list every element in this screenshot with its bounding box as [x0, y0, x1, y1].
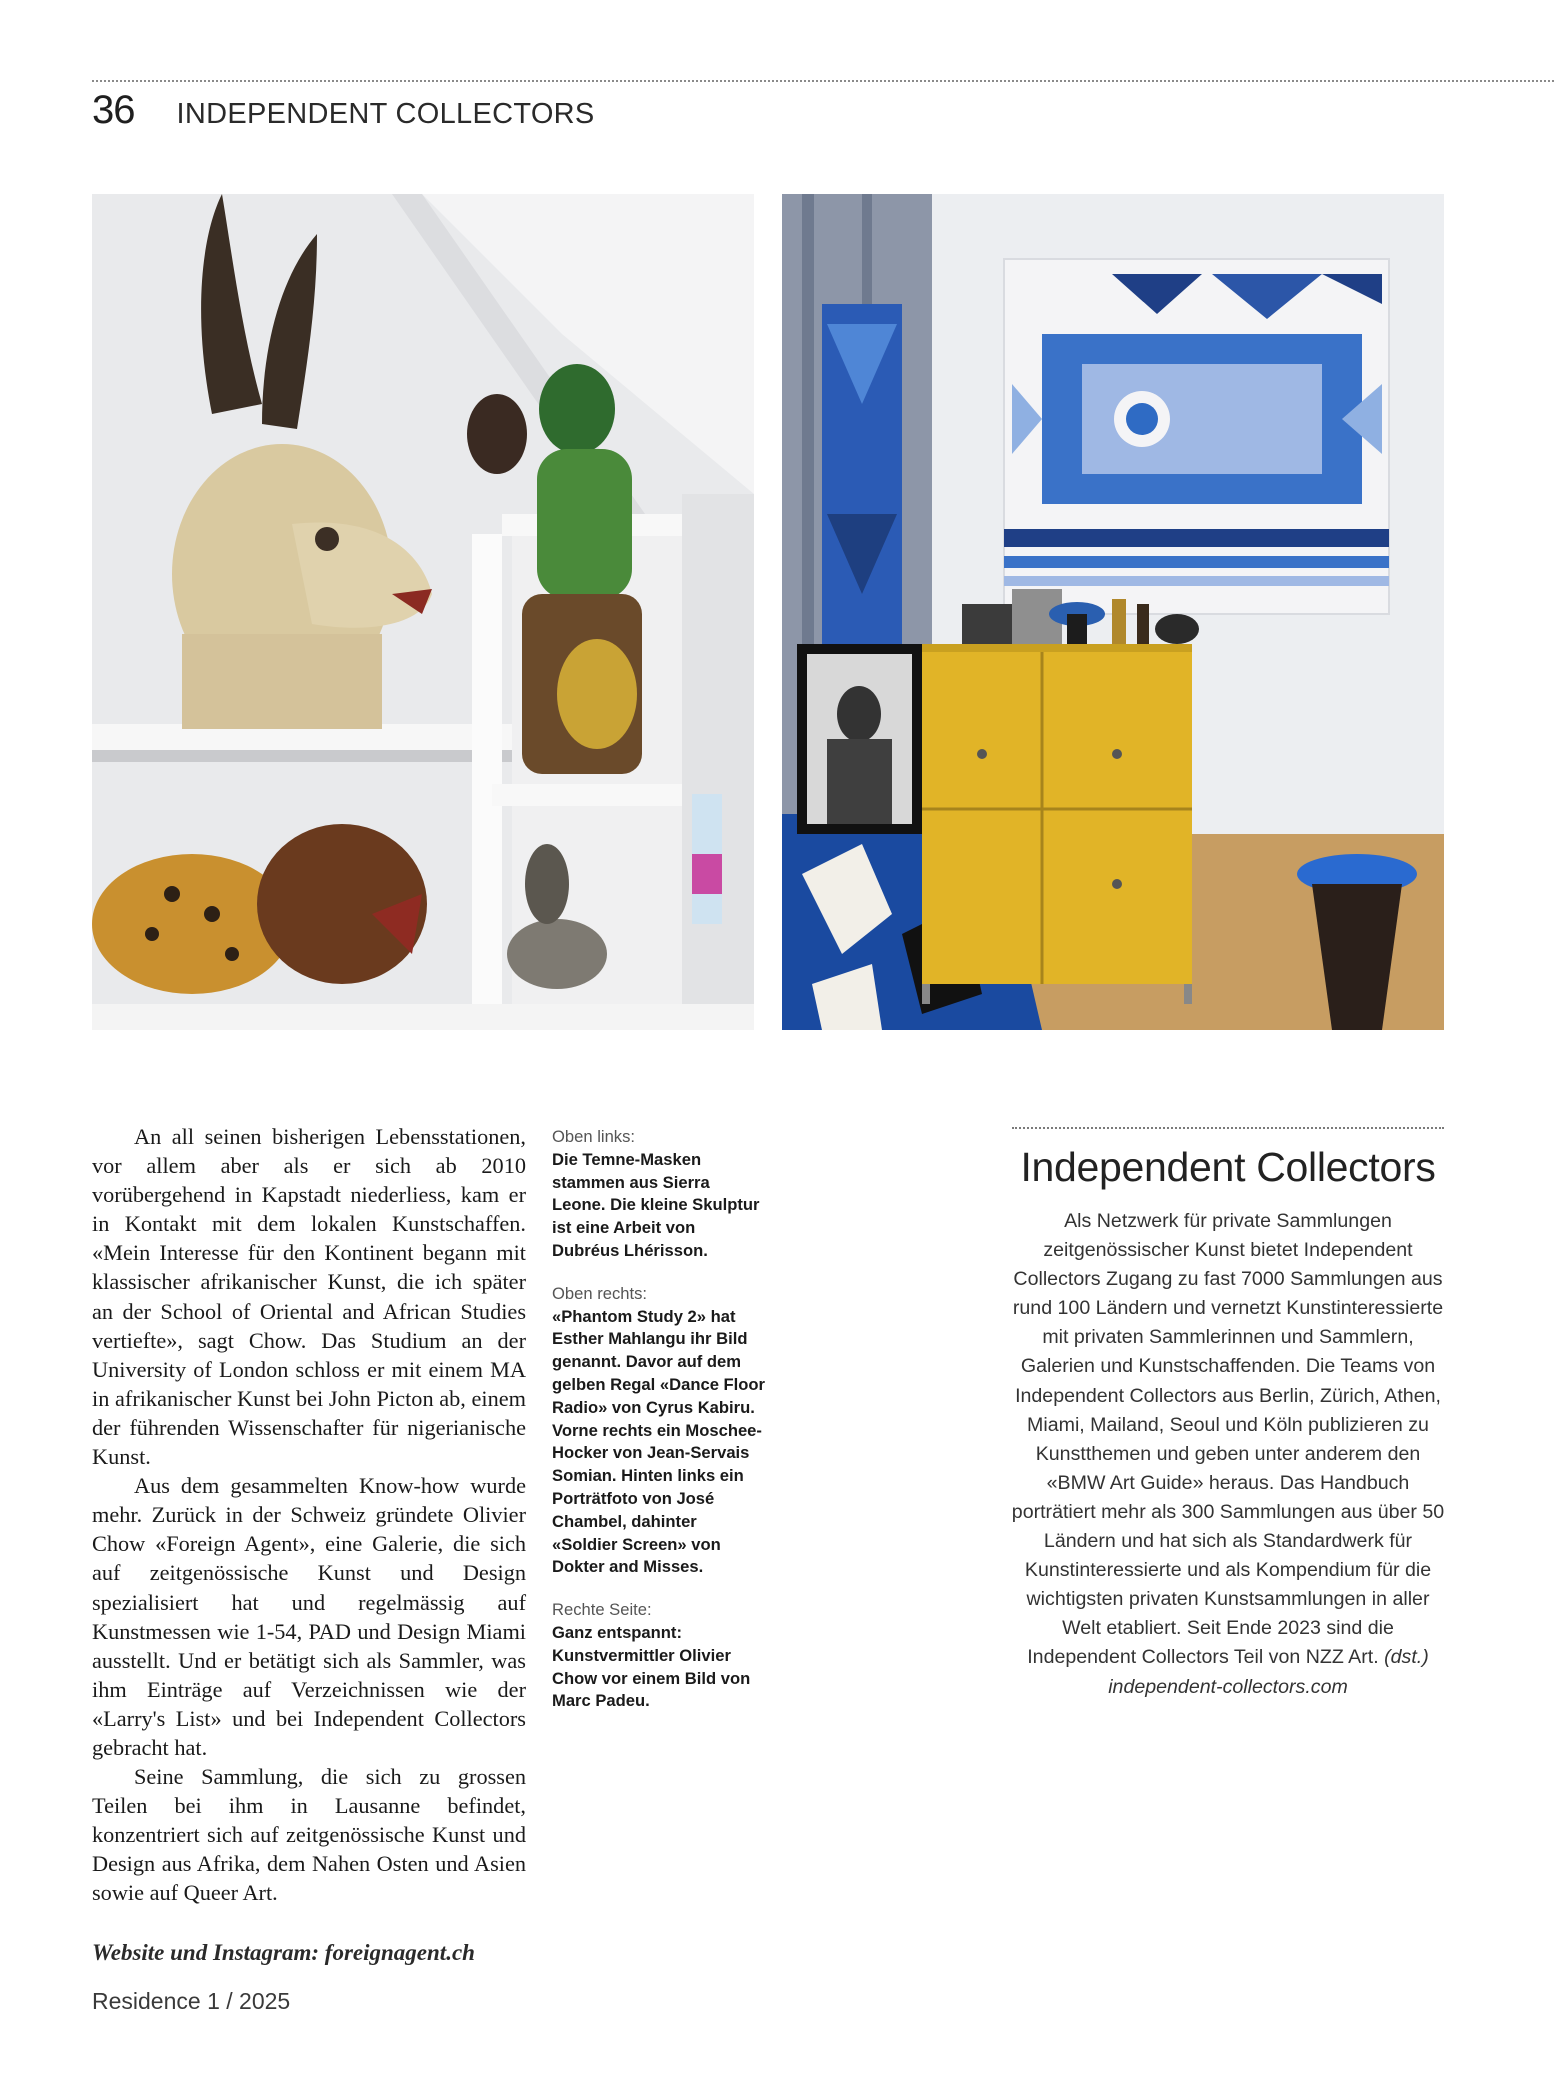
caption-text: Ganz entspannt: Kunstvermittler Olivier Chow vor einem Bild von Marc Padeu. [552, 1622, 751, 1711]
masks-shelves-illustration [92, 194, 754, 1030]
caption-right-page [552, 1599, 766, 1713]
caption-text: «Phantom Study 2» hat Esther Mahlangu ihr Bild genannt. Davor auf dem gelben Regal «Dance Floor Radio» von Cyrus Kabiru. Vorne rechts ein Moschee-Hocker von Jean-Servais Somian. Hinten links ein Porträtfoto von José Chambel, dahinter «Soldier Screen» von Dokter and Misses. [552, 1306, 766, 1577]
top-dotted-rule [92, 80, 1554, 82]
sidebar-credit: (dst.) [1384, 1646, 1429, 1669]
caption-label: Oben links: [552, 1127, 636, 1146]
caption-top-left [552, 1126, 766, 1263]
sidebar-url: independent-collectors.com [1108, 1675, 1348, 1698]
page-header [92, 88, 595, 133]
article-body [92, 1122, 526, 1908]
caption-text: Die Temne-Masken stammen aus Sierra Leone. Die kleine Skulptur ist eine Arbeit von Dubréus Lhérisson. [552, 1149, 760, 1260]
sideboard-painting-illustration [782, 194, 1444, 1030]
caption-top-right [552, 1283, 766, 1579]
body-paragraph-2: Aus dem gesammelten Know-how wurde mehr. Zurück in der Schweiz gründete Olivier Chow «Foreign Agent», eine Galerie, die sich auf zeitgenössische Kunst und Design spezialisiert hat und regelmässig auf Kunstmessen wie 1-54, PAD und Design Miami ausstellt. Und er betätigt sich als Sammler, was ihm Einträge auf Verzeichnissen wie der «Larry's List» und bei Independent Collectors gebracht hat. [92, 1473, 526, 1760]
website-line: Website und Instagram: foreignagent.ch [92, 1940, 475, 1965]
photo-sideboard-painting [782, 194, 1444, 1030]
page-number: 36 [92, 88, 135, 132]
publication-footer: Residence 1 / 2025 [92, 1988, 291, 2014]
photo-captions [552, 1126, 766, 1733]
caption-label: Rechte Seite: [552, 1600, 652, 1620]
sidebar-title: Independent Collectors [1020, 1144, 1436, 1190]
photo-masks-shelves [92, 194, 754, 1030]
sidebar-dotted-rule [1012, 1127, 1444, 1129]
sidebar-body: Als Netzwerk für private Sammlungen zeitgenössischer Kunst bietet Independent Collectors Zugang zu fast 7000 Sammlungen aus rund 100 Ländern und vernetzt Kunstinteressierte mit privaten Sammlerinnen und Sammlern, Galerien und Kunstschaffenden. Die Teams von Independent Collectors aus Berlin, Zürich, Athen, Miami, Mailand, Seoul und Köln publizieren zu Kunstthemen und geben unter anderem den «BMW Art Guide» heraus. Das Handbuch porträtiert mehr als 300 Sammlungen aus über 50 Ländern und hat sich als Standardwerk für Kunstinteressierte und als Kompendium für die wichtigsten privaten Kunstsammlungen in aller Welt etabliert. Seit Ende 2023 sind die Independent Collectors Teil von NZZ Art. [1011, 1210, 1445, 1669]
sidebar-independent-collectors [1008, 1144, 1448, 1702]
body-paragraph-1: An all seinen bisherigen Lebensstationen, vor allem aber als er sich ab 2010 vorübergehend in Kapstadt niederliess, kam er in Kontakt mit dem lokalen Kunstschaffen. «Mein Interesse für den Kontinent begann mit klassischer afrikanischer Kunst, die ich später an der School of Oriental and African Studies vertiefte», sagt Chow. Das Studium an der University of London schloss er mit einem MA in afrikanischer Kunst bei John Picton ab, einem der führenden Wissenschafter für nigerianische Kunst. [92, 1124, 526, 1470]
sidebar-text [1008, 1207, 1448, 1673]
caption-label: Oben rechts: [552, 1283, 648, 1303]
body-paragraph-3: Seine Sammlung, die sich zu grossen Teilen bei ihm in Lausanne befindet, konzentriert sich auf zeitgenössische Kunst und Design aus Afrika, dem Nahen Osten und Asien sowie auf Queer Art. [92, 1764, 526, 1906]
section-title: INDEPENDENT COLLECTORS [176, 98, 595, 130]
